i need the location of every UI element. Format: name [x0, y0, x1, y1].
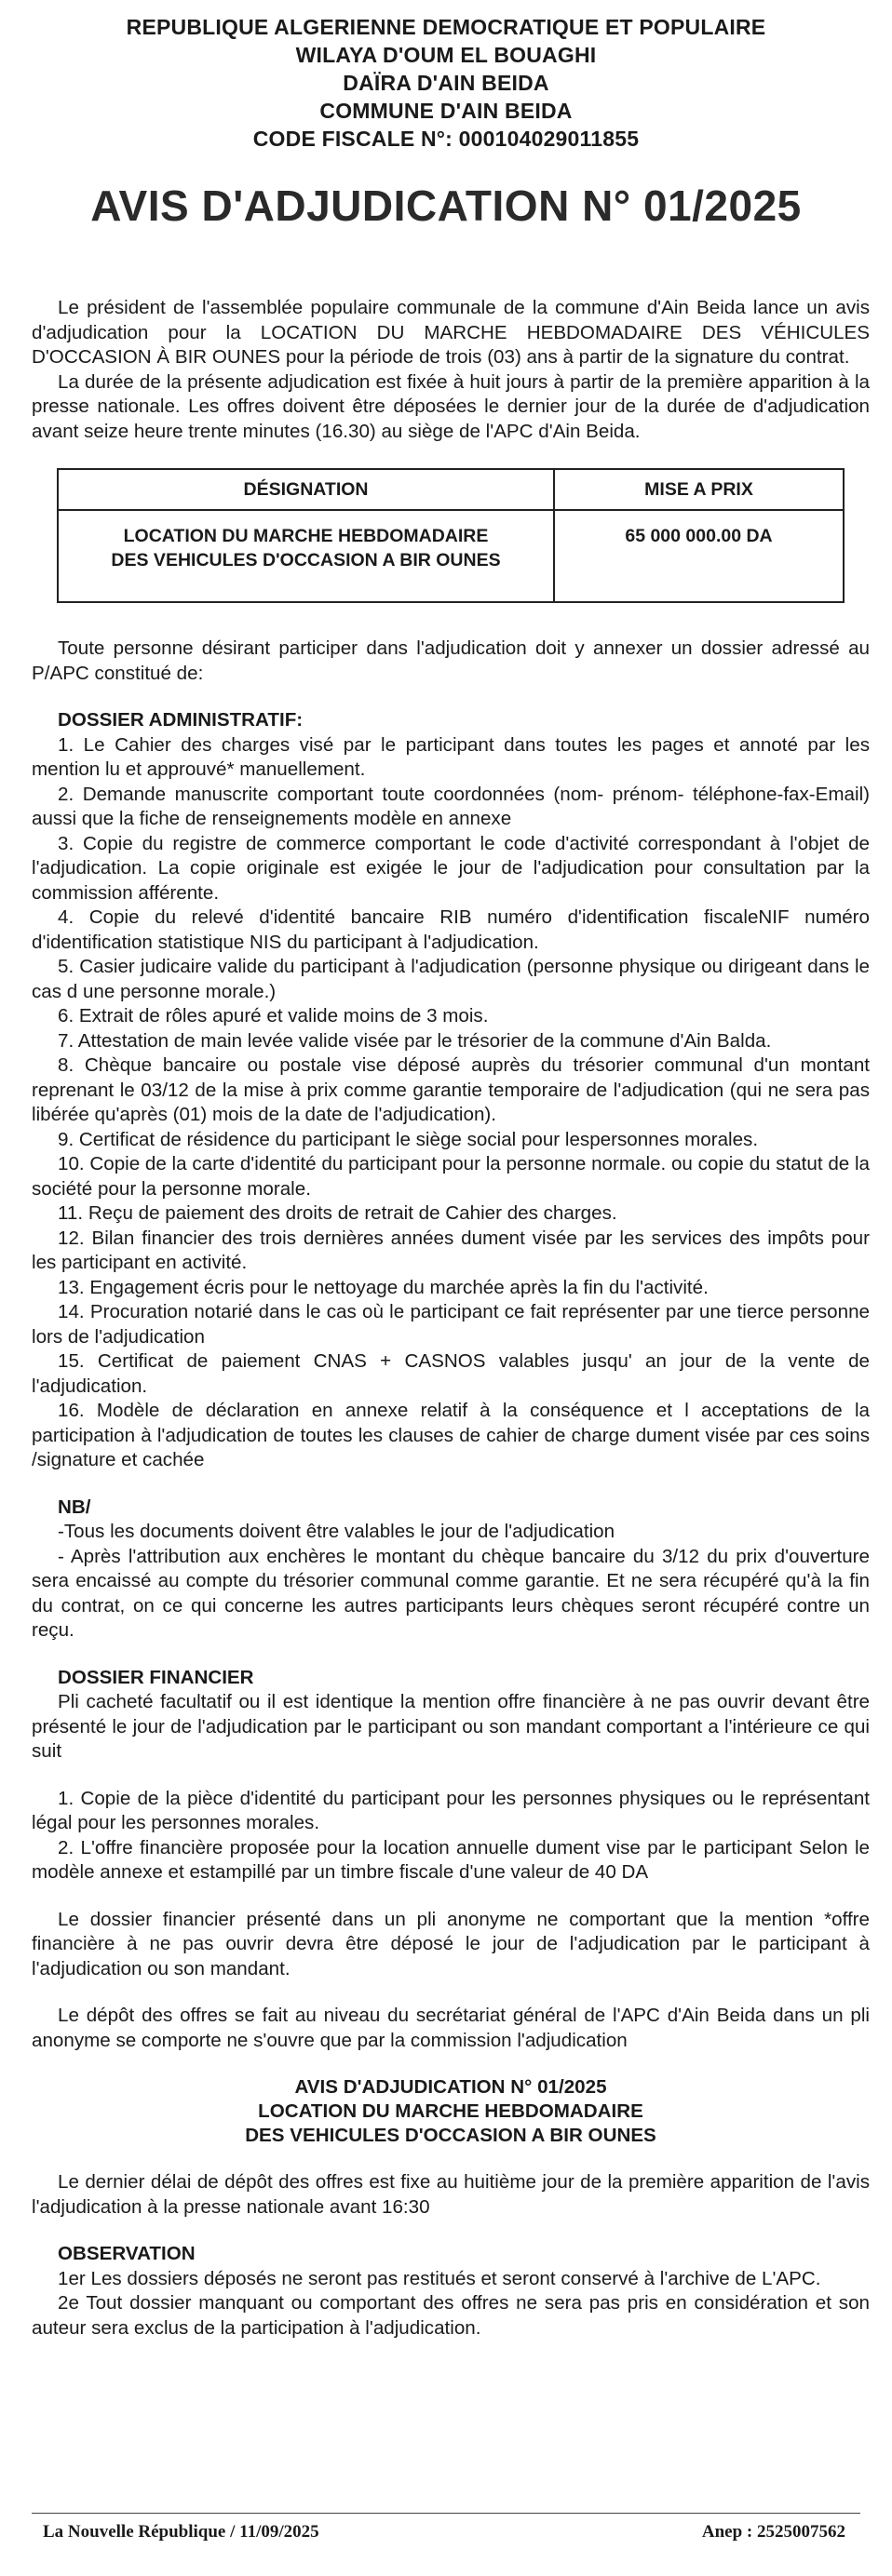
recap-line-2: LOCATION DU MARCHE HEBDOMADAIRE [258, 2100, 643, 2122]
designation-line-2: DES VEHICULES D'OCCASION A BIR OUNES [111, 550, 501, 570]
list-item: 13. Engagement écris pour le nettoyage du marchée après la fin du l'activité. [58, 1276, 709, 1298]
recap-title: AVIS D'ADJUDICATION N° 01/2025 [294, 2076, 607, 2098]
list-item: 9. Certificat de résidence du participant le siège social pour lespersonnes morales. [58, 1128, 759, 1150]
observation-2: 2e Tout dossier manquant ou comportant des offres ne sera pas pris en considération et son auteur sera exclus de la participation à l'adjudication. [32, 2292, 870, 2339]
dossier-financier-item-2: 2. L'offre financière proposée pour la location annuelle dument vise par le participant Selon le modèle annexe et estampillé par un timbre fiscale d'une valeur de 40 DA [32, 1836, 870, 1883]
dossier-admin-title: DOSSIER ADMINISTRATIF: [58, 709, 304, 731]
table-cell-price: 65 000 000.00 DA [554, 510, 844, 602]
participation-paragraph: Toute personne désirant participer dans l'adjudication doit y annexer un dossier adressé au P/APC constitué de: [32, 637, 870, 684]
footer-anep-number: Anep : 2525007562 [701, 2522, 845, 2542]
list-item: 6. Extrait de rôles apuré et valide moins de 3 mois. [58, 1005, 489, 1026]
header-republic: REPUBLIQUE ALGERIENNE DEMOCRATIQUE ET POPULAIRE [126, 15, 766, 39]
header-wilaya: WILAYA D'OUM EL BOUAGHI [295, 43, 597, 67]
table-header-price: MISE A PRIX [554, 469, 844, 510]
list-item: 12. Bilan financier des trois dernières années dument visée par les services des impôts pour les participant en activité. [32, 1227, 870, 1273]
recap-block [32, 2075, 870, 2148]
list-item: 14. Procuration notarié dans le cas où le participant ce fait représenter par une tierce personne lors de l'adjudication [32, 1301, 870, 1348]
list-item: 10. Copie de la carte d'identité du participant pour la personne normale. ou copie du statut de la société pour la personne morale. [32, 1153, 870, 1200]
list-item: 1. Le Cahier des charges visé par le participant dans toutes les pages et annoté par les mention lu et approuvé* manuellement. [32, 733, 870, 780]
list-item: 2. Demande manuscrite comportant toute coordonnées (nom- prénom- téléphone-fax-Email) aussi que la fiche de renseignements modèle en annexe [32, 783, 870, 829]
list-item: 7. Attestation de main levée valide visée par le trésorier de la commune d'Ain Balda. [58, 1029, 772, 1052]
header-fiscal-code: CODE FISCALE N°: 000104029011855 [252, 127, 640, 151]
deposit-paragraph: Le dépôt des offres se fait au niveau du secrétariat général de l'APC d'Ain Beida dans un pli anonyme se comporte ne s'ouvre que par la commission l'adjudication [32, 2005, 870, 2051]
anonymous-fold-paragraph: Le dossier financier présenté dans un pli anonyme ne comportant que la mention *offre financière à ne pas ouvrir devra être déposé le jour de l'adjudication par le participant à l'adjudication ou son mandant. [32, 1908, 870, 1979]
nb-title: NB/ [58, 1496, 91, 1518]
observation-1: 1er Les dossiers déposés ne seront pas restitués et seront conservé à l'archive de L'APC. [58, 2267, 821, 2289]
list-item: 15. Certificat de paiement CNAS + CASNOS valables jusqu' an jour de la vente de l'adjudication. [32, 1350, 870, 1397]
notice-body [32, 296, 870, 2341]
list-item: 5. Casier judicaire valide du participant à l'adjudication (personne physique ou dirigeant dans le cas d une personne morale.) [32, 956, 870, 1002]
observation-title: OBSERVATION [58, 2243, 196, 2264]
notice-title: AVIS D'ADJUDICATION N° 01/2025 [90, 181, 802, 230]
nb-line-1: -Tous les documents doivent être valables le jour de l'adjudication [58, 1521, 615, 1542]
list-item: 3. Copie du registre de commerce comportant le code d'activité correspondant à l'objet de l'adjudication. La copie originale est exigée le jour de l'adjudication pour consultation par la commission afférente. [32, 832, 870, 904]
table-cell-designation [58, 510, 554, 602]
recap-line-3: DES VEHICULES D'OCCASION A BIR OUNES [245, 2125, 656, 2146]
dossier-financier-title: DOSSIER FINANCIER [58, 1666, 254, 1688]
list-item: 4. Copie du relevé d'identité bancaire RIB numéro d'identification fiscaleNIF numéro d'identification statistique NIS du participant à l'adjudication. [32, 906, 870, 953]
dossier-financier-item-1: 1. Copie de la pièce d'identité du participant pour les personnes physiques ou le représentant légal pour les personnes morales. [32, 1787, 870, 1833]
official-header [0, 0, 892, 153]
dossier-admin-list [32, 733, 870, 1473]
designation-line-1: LOCATION DU MARCHE HEBDOMADAIRE [123, 526, 489, 546]
header-commune: COMMUNE D'AIN BEIDA [319, 99, 573, 123]
dossier-financier-intro: Pli cacheté facultatif ou il est identique la mention offre financière à ne pas ouvrir devant être présenté le jour de l'adjudication par le participant ou son mandant comportant a l'intérieure ce qui suit [32, 1691, 870, 1762]
footer-publication: La Nouvelle République / 11/09/2025 [43, 2522, 319, 2542]
intro-paragraph-1: Le président de l'assemblée populaire communale de la commune d'Ain Beida lance un avis d'adjudication pour la LOCATION DU MARCHE HEBDOMADAIRE DES VÉHICULES D'OCCASION À BIR OUNES pour la période de trois (03) ans à partir de la signature du contrat. [32, 297, 870, 368]
header-daira: DAÏRA D'AIN BEIDA [343, 71, 549, 95]
list-item: 8. Chèque bancaire ou postale vise déposé auprès du trésorier communal d'un montant reprenant le 03/12 de la mise à prix comme garantie temporaire de l'adjudication (qui ne sera pas libérée qu'après (01) mois de la date de l'adjudication). [32, 1054, 870, 1125]
footer-divider [32, 2513, 860, 2514]
table-header-designation: DÉSIGNATION [58, 469, 554, 510]
footer [43, 2522, 845, 2542]
deadline-paragraph: Le dernier délai de dépôt des offres est fixe au huitième jour de la première apparition de l'avis l'adjudication à la presse nationale avant 16:30 [32, 2171, 870, 2218]
nb-line-2: - Après l'attribution aux enchères le montant du chèque bancaire du 3/12 du prix d'ouverture sera encaissé au compte du trésorier communal comme garantie. Et ne sera récupéré qu'à la fin du contrat, on ce qui concerne les autres participants leurs chèques seront récupéré contre un reçu. [32, 1545, 870, 1641]
intro-paragraph-2: La durée de la présente adjudication est fixée à huit jours à partir de la première apparition à la presse nationale. Les offres doivent être déposées le dernier jour de la durée de d'adjudication avant seize heure trente minutes (16.30) au siège de l'APC d'Ain Beida. [32, 370, 870, 442]
list-item: 11. Reçu de paiement des droits de retrait de Cahier des charges. [58, 1202, 617, 1224]
list-item: 16. Modèle de déclaration en annexe relatif à la conséquence et l acceptations de la participation à l'adjudication de toutes les clauses de cahier de charge dument visée par ces soins /signature et cachée [32, 1400, 870, 1470]
lot-table [57, 468, 845, 603]
